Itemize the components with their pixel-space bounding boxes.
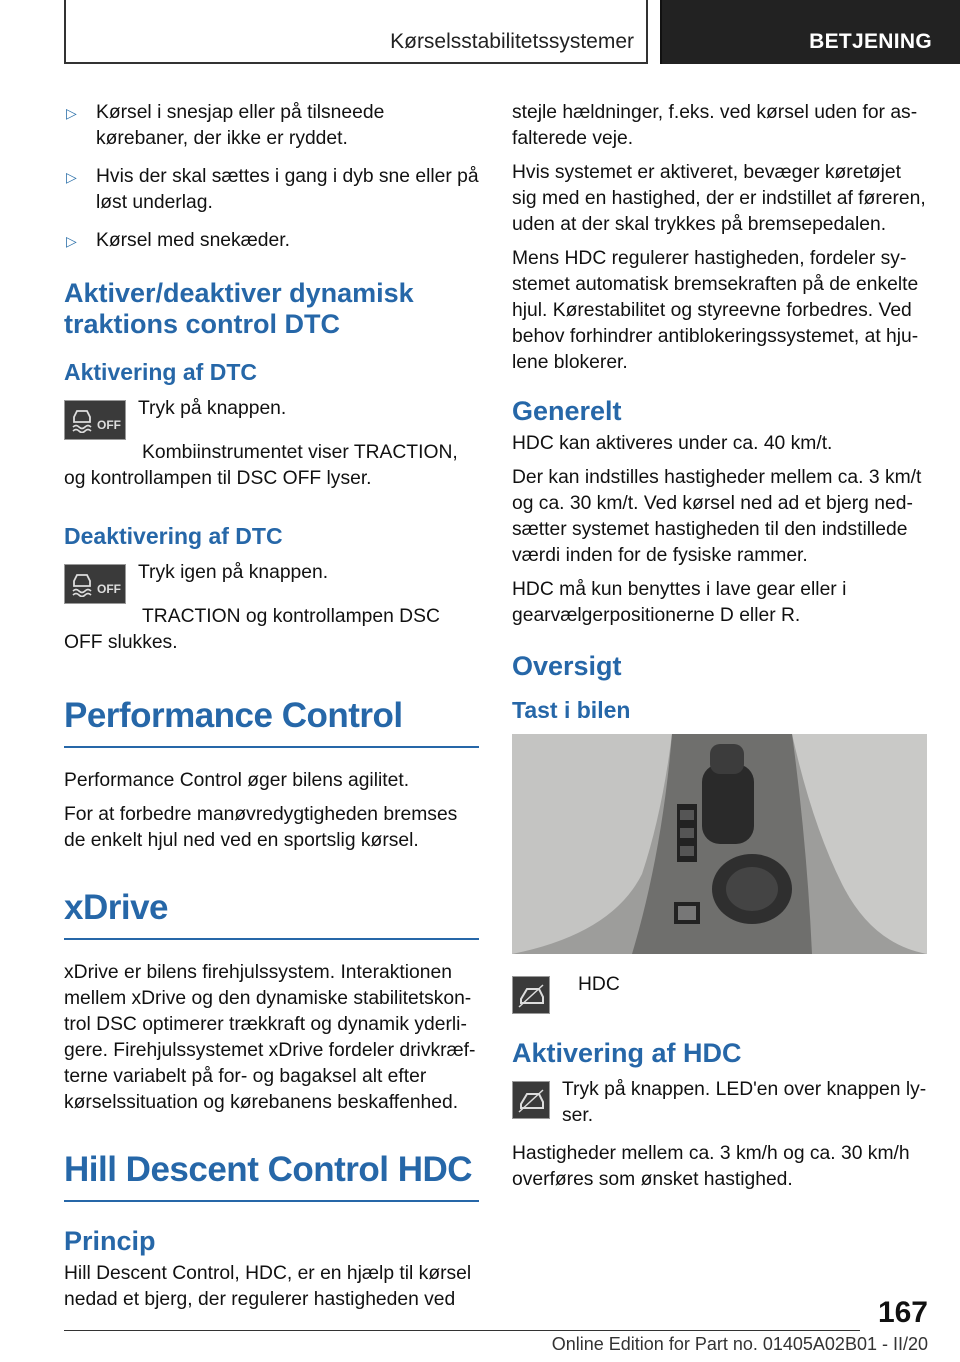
- hdc-button-icon: [512, 976, 550, 1014]
- dtc-off-button-icon: OFF: [64, 564, 126, 604]
- triangle-bullet-icon: ▷: [66, 105, 77, 121]
- hdc-button-icon: [512, 1081, 550, 1119]
- deactivate-dtc-step: OFF Tryk igen på knappen.: [64, 560, 479, 604]
- header-section-title: Kørselsstabilitetssystemer: [390, 30, 634, 53]
- hdc-legend: HDC: [512, 972, 927, 1014]
- performance-control-heading: Performance Control: [64, 696, 479, 748]
- activate-dtc-heading: Aktivering af DTC: [64, 359, 257, 385]
- list-item: ▷ Kørsel med snekæder.: [64, 228, 479, 254]
- footer-divider: [64, 1330, 860, 1331]
- princip-heading: Princip: [64, 1226, 156, 1256]
- page-number: 167: [877, 1296, 928, 1329]
- tast-heading: Tast i bilen: [512, 697, 631, 723]
- dtc-heading: Aktiver/deaktiver dynamisk traktions control DTC: [64, 278, 414, 339]
- deactivate-dtc-heading: Deaktivering af DTC: [64, 523, 283, 549]
- header-chapter-box: [660, 0, 960, 64]
- center-console-photo: [512, 734, 927, 954]
- xdrive-heading: xDrive: [64, 888, 479, 940]
- hdc-heading: Hill Descent Control HDC: [64, 1150, 479, 1202]
- aktivering-hdc-heading: Aktivering af HDC: [512, 1038, 742, 1068]
- oversigt-heading: Oversigt: [512, 651, 622, 681]
- header-section-box: [64, 0, 648, 64]
- triangle-bullet-icon: ▷: [66, 169, 77, 185]
- header-chapter-title: BETJENING: [809, 30, 932, 53]
- hdc-activate-step: Tryk på knappen. LED'en over knappen lyser.: [512, 1077, 927, 1137]
- activate-dtc-step: OFF Tryk på knappen.: [64, 396, 479, 440]
- dtc-off-button-icon: OFF: [64, 400, 126, 440]
- list-item: ▷ Kørsel i snesjap eller på tilsneede kørebaner, der ikke er ryddet.: [66, 102, 385, 149]
- generelt-heading: Generelt: [512, 396, 622, 426]
- right-column: stejle hældninger, f.eks. ved kørsel uden for asfalterede veje. Hvis systemet er aktiveret, bevæger køretøjet sig med en hastighed, der er indstillet af føreren, uden at der skal trykkes på bremsepedalen. Mens HDC regulerer hastigheden, fordeler systemet automatisk bremsekraften på de enkelte hjul. Kørestabilitet og styreevne forbedres. Ved behov forhindrer antiblokeringssystemet, at hjulene blokerer. Generelt HDC kan aktiveres under ca. 40 km/t. Der kan indstilles hastigheder mellem ca. 3 km/t og ca. 30 km/t. Ved kørsel ned ad et bjerg nedsætter systemet hastigheden til den indstillede værdi inden for de fysiske rammer. HDC må kun benyttes i lave gear eller i gearvælgerpositionerne D eller R. Oversigt Tast i bilen HDC Aktivering af HDC Tryk på knappen. LED'en over knappen lyser. Hastigheder mellem ca. 3 km/h og ca. 30 km/h overføres som ønsket hastighed.: [512, 102, 927, 1190]
- list-item: ▷ Hvis der skal sættes i gang i dyb sne eller på løst underlag.: [66, 166, 479, 213]
- triangle-bullet-icon: ▷: [66, 233, 77, 249]
- footer-edition: Online Edition for Part no. 01405A02B01 - II/20: [551, 1334, 928, 1354]
- left-column: ▷ Kørsel i snesjap eller på tilsneede kørebaner, der ikke er ryddet. ▷ Hvis der skal sættes i gang i dyb sne eller på løst underlag. ▷ Kørsel med snekæder. Aktiver/deaktiver dynamisk traktions control DTC Aktivering af DTC OFF Tryk på knappen. Kombiinstrumentet viser TRACTION, og kontrollampen til DSC OFF lyser. Deaktivering af DTC OFF Tryk igen på knappen. TRACTION og kontrollampen DSC OFF slukkes. Performance Control Performance Control øger bilens agilitet. For at forbedre manøvredygtigheden bremses de enkelt hjul ned ved en sportslig kørsel. xDrive xDrive er bilens firehjulssystem. Interaktionen mellem xDrive og den dynamiske stabilitetskontrol DSC optimerer trækkraft og dynamik yderligere. Firehjulssystemet xDrive fordeler drivkræfterne variabelt på for- og bagaksel alt efter kørselssituation og kørebanens beskaffenhed. Hill Descent Control HDC Princip Hill Descent Control, HDC, er en hjælp til kørsel nedad et bjerg, der regulerer hastigheden ved: [64, 102, 479, 1310]
